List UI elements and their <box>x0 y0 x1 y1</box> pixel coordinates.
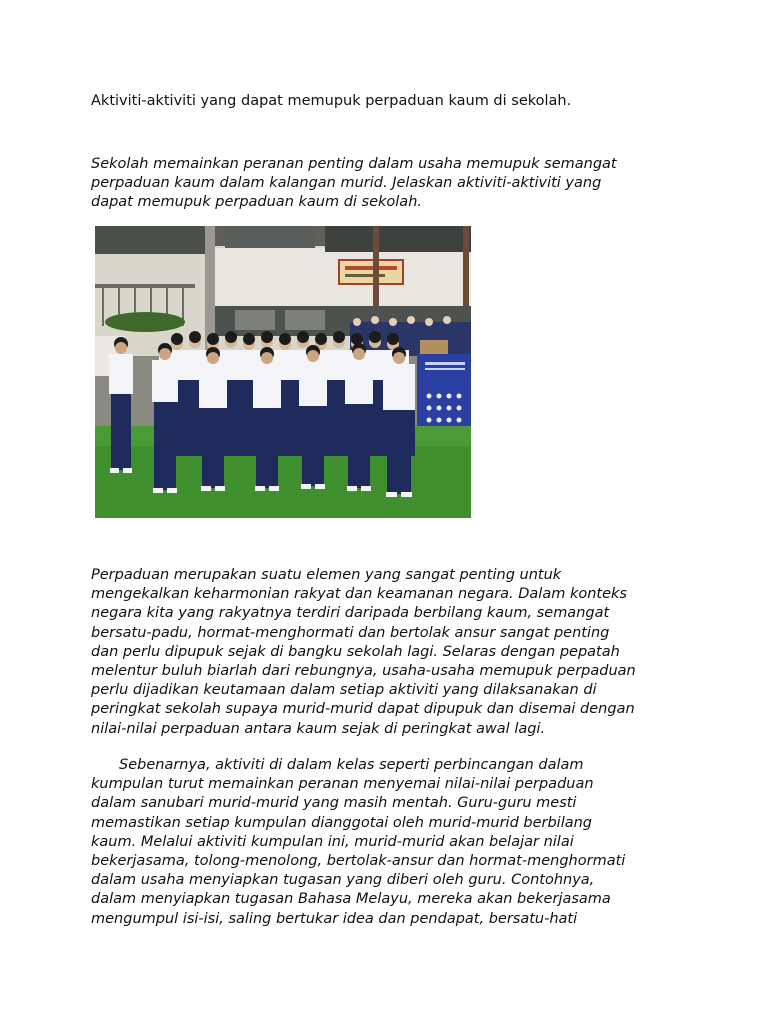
paragraph-line: mengekalkan keharmonian rakyat dan keamanan negara. Dalam konteks <box>91 586 627 603</box>
paragraph-line: nilai-nilai perpaduan antara kaum sejak di peringkat awal lagi. <box>91 720 546 737</box>
paragraph-line: Sebenarnya, aktiviti di dalam kelas seperti perbincangan dalam <box>119 757 584 773</box>
photo-illustration <box>95 226 471 518</box>
paragraph-line: perlu dijadikan keutamaan dalam setiap aktiviti yang dilaksanakan di <box>91 682 597 699</box>
paragraph-line: Perpaduan merupakan suatu elemen yang sangat penting untuk <box>91 567 562 583</box>
paragraph-line: mengumpul isi-isi, saling bertukar idea dan pendapat, bersatu-hati <box>91 910 578 927</box>
paragraph-line: bekerjasama, tolong-menolong, bertolak-ansur dan hormat-menghormati <box>91 853 626 870</box>
paragraph-line: kaum. Melalui aktiviti kumpulan ini, murid-murid akan belajar nilai <box>91 833 574 850</box>
document-title: Aktiviti-aktiviti yang dapat memupuk perpaduan kaum di sekolah. <box>91 93 572 109</box>
paragraph-line: memastikan setiap kumpulan dianggotai oleh murid-murid berbilang <box>91 814 593 831</box>
question-line: dapat memupuk perpaduan kaum di sekolah. <box>91 194 422 210</box>
question-text <box>91 155 691 212</box>
paragraph-line: dalam usaha menyiapkan tugasan yang diberi oleh guru. Contohnya, <box>91 872 595 889</box>
question-line: Sekolah memainkan peranan penting dalam usaha memupuk semangat <box>91 156 617 172</box>
question-line: perpaduan kaum dalam kalangan murid. Jelaskan aktiviti-aktiviti yang <box>91 175 602 191</box>
paragraph-line: dalam sanubari murid-murid yang masih mentah. Guru-guru mesti <box>91 795 577 812</box>
paragraph-line: dan perlu dipupuk sejak di bangku sekolah lagi. Selaras dengan pepatah <box>91 643 620 660</box>
students-assembly-photo <box>95 226 471 518</box>
paragraph-line: bersatu-padu, hormat-menghormati dan bertolak ansur sangat penting <box>91 624 610 641</box>
paragraph-2 <box>91 756 691 929</box>
paragraph-line: negara kita yang rakyatnya terdiri daripada berbilang kaum, semangat <box>91 605 610 622</box>
paragraph-line: dalam menyiapkan tugasan Bahasa Melayu, mereka akan bekerjasama <box>91 891 611 908</box>
paragraph-1 <box>91 566 691 739</box>
paragraph-line: peringkat sekolah supaya murid-murid dapat dipupuk dan disemai dengan <box>91 701 635 718</box>
paragraph-line: kumpulan turut memainkan peranan menyemai nilai-nilai perpaduan <box>91 776 594 793</box>
paragraph-line: melentur buluh biarlah dari rebungnya, usaha-usaha memupuk perpaduan <box>91 663 636 680</box>
